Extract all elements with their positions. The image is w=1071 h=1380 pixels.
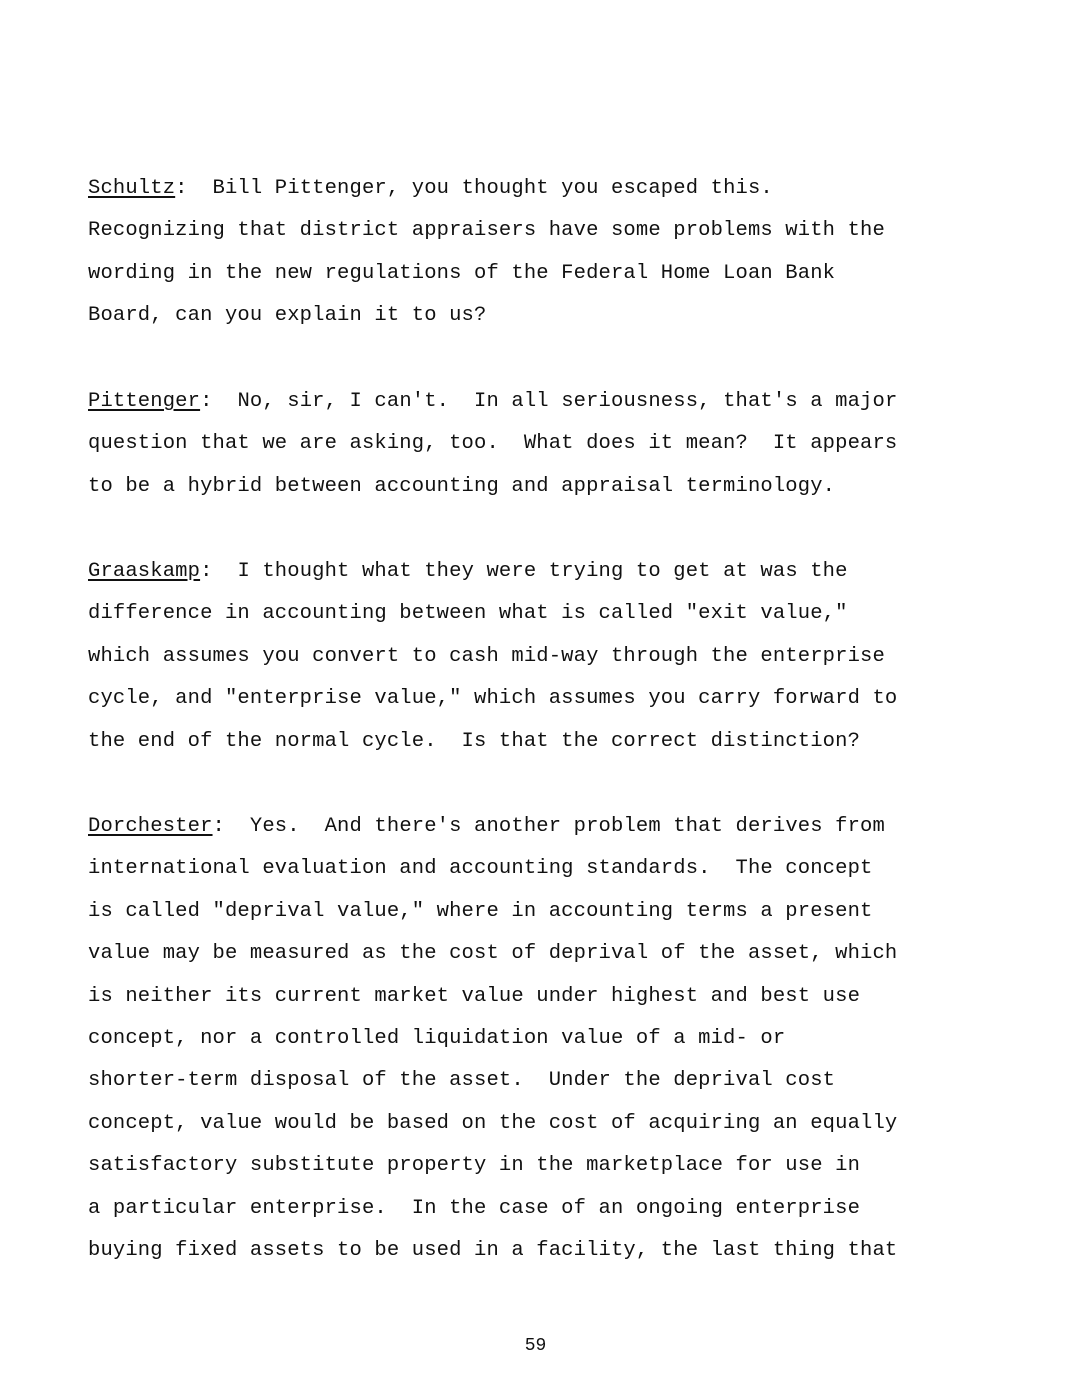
line-text: No, sir, I can't. In all seriousness, that's a major — [237, 390, 898, 413]
speaker-name: Graaskamp — [88, 560, 201, 583]
exchange-graaskamp — [88, 551, 948, 763]
speaker-name: Schultz — [88, 177, 176, 200]
speaker-colon: : — [200, 390, 238, 413]
line-text: wording in the new regulations of the Federal Home Loan Bank — [88, 261, 836, 285]
line-text: concept, nor a controlled liquidation value of a mid- or — [88, 1027, 786, 1051]
line-text: difference in accounting between what is called "exit value," — [88, 602, 848, 626]
line-text: is neither its current market value under highest and best use — [88, 984, 861, 1008]
line-text: Recognizing that district appraisers have some problems with the — [88, 219, 885, 243]
line-text: which assumes you convert to cash mid-way through the enterprise — [88, 644, 885, 668]
exchange-first-line — [88, 168, 948, 210]
line-text: the end of the normal cycle. Is that the correct distinction? — [88, 729, 861, 753]
line-text: value may be measured as the cost of deprival of the asset, which — [88, 942, 898, 966]
speaker-name: Dorchester — [88, 815, 213, 838]
exchange-first-line — [88, 551, 948, 593]
line-text: is called "deprival value," where in accounting terms a present — [88, 899, 873, 923]
line-text: a particular enterprise. In the case of an ongoing enterprise — [88, 1196, 861, 1220]
line-text: cycle, and "enterprise value," which assumes you carry forward to — [88, 687, 898, 711]
exchange-schultz — [88, 168, 948, 338]
line-text: I thought what they were trying to get at was the — [237, 560, 848, 583]
line-text: buying fixed assets to be used in a facility, the last thing that — [88, 1239, 898, 1263]
exchange-first-line — [88, 806, 948, 848]
line-text: to be a hybrid between accounting and appraisal terminology. — [88, 474, 836, 498]
exchange-dorchester — [88, 806, 948, 1272]
speaker-name: Pittenger — [88, 390, 201, 413]
line-text: concept, value would be based on the cost of acquiring an equally — [88, 1111, 898, 1135]
line-text: international evaluation and accounting standards. The concept — [88, 857, 873, 881]
exchange-first-line — [88, 381, 948, 423]
page-number: 59 — [524, 1336, 547, 1356]
line-text: satisfactory substitute property in the marketplace for use in — [88, 1154, 861, 1178]
speaker-colon: : — [212, 815, 250, 838]
speaker-colon: : — [175, 177, 213, 200]
line-text: Board, can you explain it to us? — [88, 304, 487, 328]
line-text: shorter-term disposal of the asset. Under the deprival cost — [88, 1069, 836, 1093]
exchange-pittenger — [88, 381, 948, 508]
line-text: question that we are asking, too. What does it mean? It appears — [88, 432, 898, 456]
line-text: Yes. And there's another problem that derives from — [249, 815, 885, 838]
speaker-colon: : — [200, 560, 238, 583]
line-text: Bill Pittenger, you thought you escaped this. — [212, 177, 773, 200]
